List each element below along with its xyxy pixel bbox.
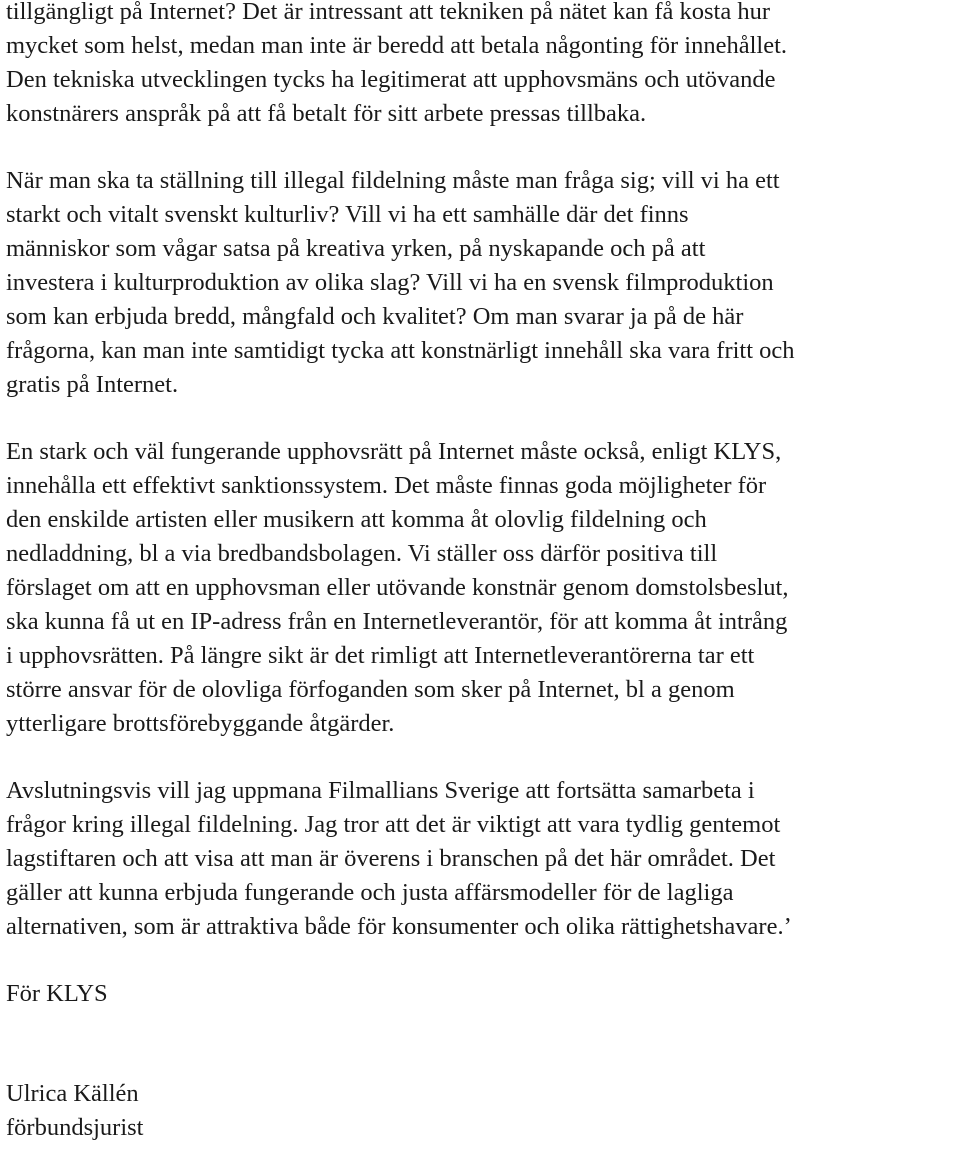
paragraph-4 — [6, 774, 956, 944]
text-line: lagstiftaren och att visa att man är överens i branschen på det här området. Det — [6, 845, 776, 872]
signature-name: Ulrica Källén — [6, 1080, 139, 1107]
closing-line: För KLYS — [6, 980, 108, 1007]
text-line: frågorna, kan man inte samtidigt tycka att konstnärligt innehåll ska vara fritt och — [6, 337, 795, 364]
signature-title: förbundsjurist — [6, 1114, 144, 1141]
document-body — [6, 0, 956, 1145]
text-line: människor som vågar satsa på kreativa yrken, på nyskapande och på att — [6, 235, 706, 262]
signature-spacer — [6, 1011, 956, 1077]
text-line: konstnärers anspråk på att få betalt för sitt arbete pressas tillbaka. — [6, 100, 647, 127]
text-line: som kan erbjuda bredd, mångfald och kvalitet? Om man svarar ja på de här — [6, 303, 744, 330]
text-line: innehålla ett effektivt sanktionssystem. Det måste finnas goda möjligheter för — [6, 472, 767, 499]
paragraph-3 — [6, 435, 956, 741]
closing-block — [6, 977, 956, 1011]
text-line: Den tekniska utvecklingen tycks ha legitimerat att upphovsmäns och utövande — [6, 66, 776, 93]
text-line: alternativen, som är attraktiva både för konsumenter och olika rättighetshavare.’ — [6, 913, 792, 940]
text-line: gäller att kunna erbjuda fungerande och justa affärsmodeller för de lagliga — [6, 879, 734, 906]
text-line: förslaget om att en upphovsman eller utövande konstnär genom domstolsbeslut, — [6, 574, 789, 601]
paragraph-1 — [6, 0, 956, 131]
text-line: En stark och väl fungerande upphovsrätt på Internet måste också, enligt KLYS, — [6, 438, 782, 465]
text-line: När man ska ta ställning till illegal fildelning måste man fråga sig; vill vi ha ett — [6, 167, 780, 194]
text-line: ska kunna få ut en IP-adress från en Internetleverantör, för att komma åt intrång — [6, 608, 788, 635]
text-line: gratis på Internet. — [6, 371, 179, 398]
text-line: den enskilde artisten eller musikern att komma åt olovlig fildelning och — [6, 506, 707, 533]
text-line: större ansvar för de olovliga förfoganden som sker på Internet, bl a genom — [6, 676, 735, 703]
signature-block — [6, 1077, 956, 1145]
text-line: frågor kring illegal fildelning. Jag tror att det är viktigt att vara tydlig gentemot — [6, 811, 781, 838]
text-line: starkt och vitalt svenskt kulturliv? Vill vi ha ett samhälle där det finns — [6, 201, 689, 228]
text-line: i upphovsrätten. På längre sikt är det rimligt att Internetleverantörerna tar ett — [6, 642, 755, 669]
text-line: nedladdning, bl a via bredbandsbolagen. Vi ställer oss därför positiva till — [6, 540, 718, 567]
text-line: Avslutningsvis vill jag uppmana Filmallians Sverige att fortsätta samarbeta i — [6, 777, 755, 804]
text-line: ytterligare brottsförebyggande åtgärder. — [6, 710, 395, 737]
text-line: investera i kulturproduktion av olika slag? Vill vi ha en svensk filmproduktion — [6, 269, 774, 296]
paragraph-2 — [6, 164, 956, 402]
text-line: tillgängligt på Internet? Det är intressant att tekniken på nätet kan få kosta hur — [6, 0, 770, 25]
text-line: mycket som helst, medan man inte är beredd att betala någonting för innehållet. — [6, 32, 788, 59]
